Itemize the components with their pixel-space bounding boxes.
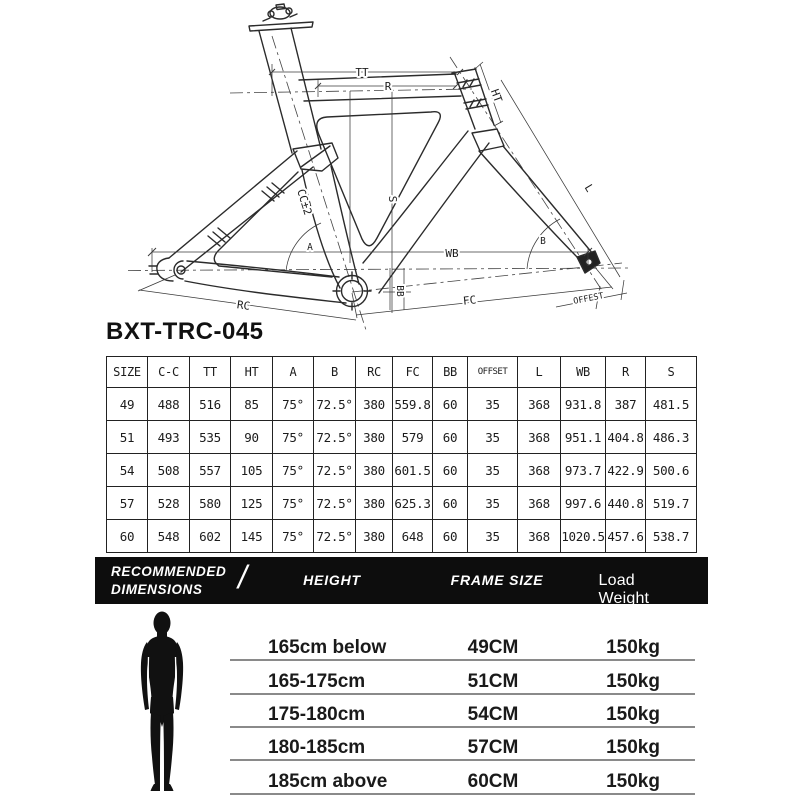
label-s: S bbox=[386, 195, 399, 203]
height-value: 165-175cm bbox=[268, 671, 366, 692]
recommended-dimensions-banner bbox=[95, 557, 708, 607]
cell: 380 bbox=[356, 388, 393, 421]
cell: 145 bbox=[231, 520, 273, 553]
geometry-row-54 bbox=[107, 454, 697, 487]
cell: 579 bbox=[393, 421, 433, 454]
label-angle-b: B bbox=[540, 236, 546, 247]
load-weight-value: 150kg bbox=[606, 737, 660, 758]
frame-size-value: 60CM bbox=[467, 771, 519, 792]
banner-col-load-weight: Load Weight bbox=[598, 572, 650, 607]
cell: 580 bbox=[190, 487, 231, 520]
cell: 538.7 bbox=[646, 520, 697, 553]
cell: 72.5° bbox=[314, 487, 356, 520]
cell: 625.3 bbox=[393, 487, 433, 520]
cell: 559.8 bbox=[393, 388, 433, 421]
dimension-lines bbox=[138, 62, 627, 320]
cell: 35 bbox=[468, 388, 518, 421]
cell: 90 bbox=[231, 421, 273, 454]
label-tt: TT bbox=[355, 66, 369, 79]
cell: 75° bbox=[273, 454, 314, 487]
cell: 105 bbox=[231, 454, 273, 487]
cell: 500.6 bbox=[646, 454, 697, 487]
cell: 557 bbox=[190, 454, 231, 487]
cell: 488 bbox=[148, 388, 190, 421]
cell: 516 bbox=[190, 388, 231, 421]
banner-slash: / bbox=[238, 559, 247, 595]
load-weight-value: 150kg bbox=[606, 771, 660, 792]
cell: 60 bbox=[433, 520, 468, 553]
label-offset: OFFEST bbox=[572, 291, 605, 307]
load-weight-value: 150kg bbox=[606, 637, 660, 658]
banner-col-frame-size: FRAME SIZE bbox=[450, 572, 544, 588]
col-header-l: L bbox=[518, 357, 561, 388]
cell: 422.9 bbox=[606, 454, 646, 487]
frame-size-value: 54CM bbox=[467, 704, 519, 725]
col-header-tt: TT bbox=[190, 357, 231, 388]
silhouette-shapes bbox=[141, 612, 183, 792]
col-header-wb: WB bbox=[561, 357, 606, 388]
cell: 528 bbox=[148, 487, 190, 520]
cell: 602 bbox=[190, 520, 231, 553]
height-value: 180-185cm bbox=[268, 737, 366, 758]
cell: 51 bbox=[107, 421, 148, 454]
col-header-size: SIZE bbox=[107, 357, 148, 388]
cell: 60 bbox=[433, 454, 468, 487]
col-header-cc: C-C bbox=[148, 357, 190, 388]
geometry-table bbox=[106, 356, 697, 553]
cell: 380 bbox=[356, 421, 393, 454]
cell: 60 bbox=[433, 487, 468, 520]
col-header-fc: FC bbox=[393, 357, 433, 388]
cell: 60 bbox=[433, 388, 468, 421]
cell: 973.7 bbox=[561, 454, 606, 487]
load-weight-value: 150kg bbox=[606, 671, 660, 692]
cell: 72.5° bbox=[314, 421, 356, 454]
cell: 931.8 bbox=[561, 388, 606, 421]
banner-title-line2: DIMENSIONS bbox=[111, 581, 203, 597]
cell: 380 bbox=[356, 454, 393, 487]
col-header-r: R bbox=[606, 357, 646, 388]
banner-title bbox=[111, 563, 226, 598]
cell: 548 bbox=[148, 520, 190, 553]
cell: 75° bbox=[273, 487, 314, 520]
dimension-ticks bbox=[148, 69, 592, 256]
geometry-header-row bbox=[107, 357, 697, 388]
height-value: 185cm above bbox=[268, 771, 388, 792]
cell: 75° bbox=[273, 520, 314, 553]
cell: 508 bbox=[148, 454, 190, 487]
cell: 457.6 bbox=[606, 520, 646, 553]
frame-size-value: 51CM bbox=[467, 671, 519, 692]
cell: 440.8 bbox=[606, 487, 646, 520]
cell: 601.5 bbox=[393, 454, 433, 487]
cell: 493 bbox=[148, 421, 190, 454]
cell: 997.6 bbox=[561, 487, 606, 520]
cell: 380 bbox=[356, 487, 393, 520]
cell: 648 bbox=[393, 520, 433, 553]
height-value: 175-180cm bbox=[268, 704, 366, 725]
cell: 35 bbox=[468, 520, 518, 553]
geometry-row-60 bbox=[107, 520, 697, 553]
col-header-offset: OFFSET bbox=[468, 357, 518, 388]
cell: 72.5° bbox=[314, 454, 356, 487]
cell: 35 bbox=[468, 487, 518, 520]
banner-col-height: HEIGHT bbox=[303, 572, 361, 588]
cell: 368 bbox=[518, 454, 561, 487]
cell: 368 bbox=[518, 487, 561, 520]
label-cc: CC±2 bbox=[294, 187, 315, 217]
cell: 951.1 bbox=[561, 421, 606, 454]
label-rc: RC bbox=[236, 298, 251, 313]
centerlines bbox=[128, 36, 628, 330]
label-r: R bbox=[384, 80, 392, 93]
recommendation-row bbox=[230, 637, 695, 661]
cell: 380 bbox=[356, 520, 393, 553]
frame-size-value: 49CM bbox=[467, 637, 519, 658]
col-header-rc: RC bbox=[356, 357, 393, 388]
cell: 368 bbox=[518, 520, 561, 553]
cell: 535 bbox=[190, 421, 231, 454]
cell: 125 bbox=[231, 487, 273, 520]
label-ht: HT bbox=[487, 87, 505, 105]
dimension-labels bbox=[236, 66, 605, 313]
col-header-b: B bbox=[314, 357, 356, 388]
col-header-s: S bbox=[646, 357, 697, 388]
cell: 35 bbox=[468, 454, 518, 487]
cell: 54 bbox=[107, 454, 148, 487]
col-header-bb: BB bbox=[433, 357, 468, 388]
recommendation-row bbox=[230, 771, 695, 795]
cell: 387 bbox=[606, 388, 646, 421]
human-silhouette bbox=[136, 611, 188, 795]
geometry-row-49 bbox=[107, 388, 697, 421]
cell: 35 bbox=[468, 421, 518, 454]
model-title: BXT-TRC-045 bbox=[106, 318, 264, 345]
label-bb: BB bbox=[394, 285, 405, 297]
cell: 72.5° bbox=[314, 388, 356, 421]
geometry-row-57 bbox=[107, 487, 697, 520]
load-weight-value: 150kg bbox=[606, 704, 660, 725]
cell: 85 bbox=[231, 388, 273, 421]
height-value: 165cm below bbox=[268, 637, 387, 658]
recommendation-row bbox=[230, 704, 695, 728]
cell: 75° bbox=[273, 421, 314, 454]
label-l: L bbox=[581, 182, 597, 195]
recommendation-row bbox=[230, 737, 695, 761]
cell: 519.7 bbox=[646, 487, 697, 520]
frame-size-value: 57CM bbox=[467, 737, 519, 758]
frame-outline bbox=[149, 4, 600, 310]
cell: 368 bbox=[518, 421, 561, 454]
cell: 486.3 bbox=[646, 421, 697, 454]
cell: 60 bbox=[107, 520, 148, 553]
label-angle-a: A bbox=[307, 242, 313, 253]
geometry-row-51 bbox=[107, 421, 697, 454]
label-fc: FC bbox=[462, 293, 477, 308]
cell: 72.5° bbox=[314, 520, 356, 553]
cell: 60 bbox=[433, 421, 468, 454]
cell: 49 bbox=[107, 388, 148, 421]
cell: 57 bbox=[107, 487, 148, 520]
cell: 481.5 bbox=[646, 388, 697, 421]
banner-title-line1: RECOMMENDED bbox=[111, 564, 227, 579]
label-wb: WB bbox=[445, 247, 459, 260]
recommendation-row bbox=[230, 671, 695, 695]
bike-frame-technical-drawing bbox=[0, 0, 800, 355]
col-header-ht: HT bbox=[231, 357, 273, 388]
cell: 1020.5 bbox=[561, 520, 606, 553]
cell: 404.8 bbox=[606, 421, 646, 454]
cell: 75° bbox=[273, 388, 314, 421]
col-header-a: A bbox=[273, 357, 314, 388]
cell: 368 bbox=[518, 388, 561, 421]
